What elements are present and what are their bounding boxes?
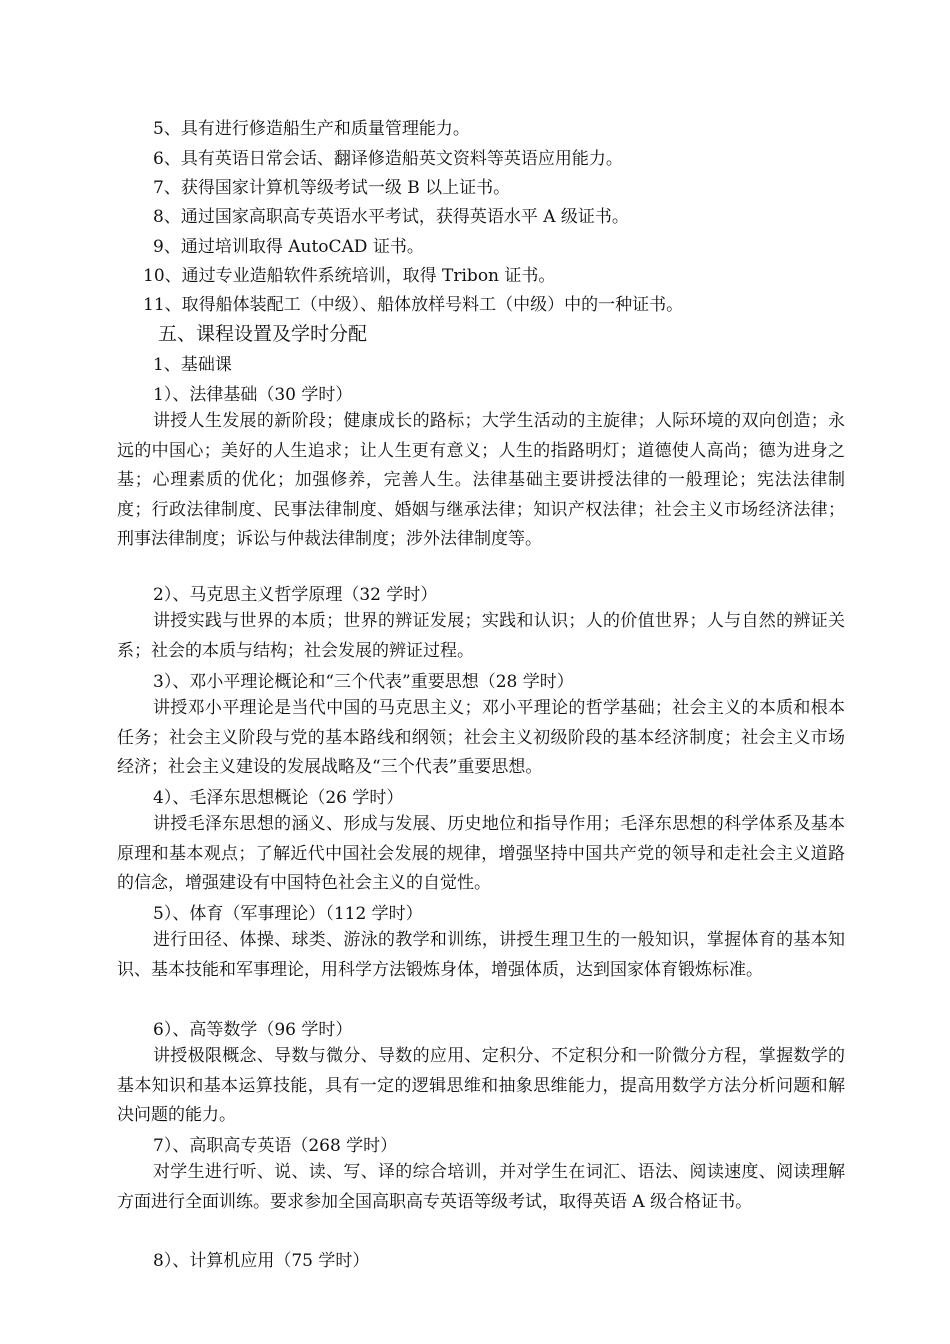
course-desc-math: 讲授极限概念、导数与微分、导数的应用、定积分、不定积分和一阶微分方程，掌握数学的基本知识和基本运算技能，具有一定的逻辑思维和抽象思维能力，提高用数学方法分析问题和解决问题的能力。 [117, 1046, 845, 1125]
course-desc-deng-theory: 讲授邓小平理论是当代中国的马克思主义；邓小平理论的哲学基础；社会主义的本质和根本任务；社会主义阶段与党的基本路线和纲领；社会主义初级阶段的基本经济制度；社会主义市场经济；社会主义建设的发展战略及“三个代表”重要思想。 [117, 698, 845, 777]
course-title-mao-thought: 4）、毛泽东思想概论（26 学时） [153, 788, 404, 808]
course-desc-mao-thought: 讲授毛泽东思想的涵义、形成与发展、历史地位和指导作用；毛泽东思想的科学体系及基本原理和基本观点；了解近代中国社会发展的规律，增强坚持中国共产党的领导和走社会主义道路的信念，增强建设有中国特色社会主义的自觉性。 [117, 814, 845, 893]
course-desc-pe: 进行田径、体操、球类、游泳的教学和训练，讲授生理卫生的一般知识，掌握体育的基本知识、基本技能和军事理论，用科学方法锻炼身体，增强体质，达到国家体育锻炼标准。 [117, 930, 845, 980]
ability-item-5: 5、具有进行修造船生产和质量管理能力。 [153, 119, 470, 139]
subsection-heading: 1、基础课 [153, 355, 232, 375]
ability-item-9: 9、通过培训取得 AutoCAD 证书。 [153, 237, 424, 257]
ability-item-11: 11、取得船体装配工（中级）、船体放样号料工（中级）中的一种证书。 [143, 295, 684, 315]
course-desc-law: 讲授人生发展的新阶段；健康成长的路标；大学生活动的主旋律；人际环境的双向创造；永远的中国心；美好的人生追求；让人生更有意义；人生的指路明灯；道德使人高尚；德为进身之基；心理素质的优化；加强修养，完善人生。法律基础主要讲授法律的一般理论；宪法法律制度；行政法律制度、民事法律制度、婚姻与继承法律；知识产权法律；社会主义市场经济法律；刑事法律制度；诉讼与仲裁法律制度；涉外法律制度等。 [117, 411, 845, 549]
course-title-law: 1）、法律基础（30 学时） [153, 385, 353, 405]
course-title-english: 7）、高职高专英语（268 学时） [153, 1136, 398, 1156]
ability-item-8: 8、通过国家高职高专英语水平考试，获得英语水平 A 级证书。 [153, 207, 629, 227]
course-desc-english: 对学生进行听、说、读、写、译的综合培训，并对学生在词汇、语法、阅读速度、阅读理解方面进行全面训练。要求参加全国高职高专英语等级考试，取得英语 A 级合格证书。 [117, 1162, 845, 1212]
section-heading: 五、课程设置及学时分配 [158, 323, 368, 345]
course-title-math: 6）、高等数学（96 学时） [153, 1020, 353, 1040]
ability-item-6: 6、具有英语日常会话、翻译修造船英文资料等英语应用能力。 [153, 149, 623, 169]
ability-item-10: 10、通过专业造船软件系统培训，取得 Tribon 证书。 [143, 266, 556, 286]
course-title-pe: 5）、体育（军事理论）（112 学时） [153, 904, 423, 924]
course-title-philosophy: 2）、马克思主义哲学原理（32 学时） [153, 585, 438, 605]
course-title-computer: 8）、计算机应用（75 学时） [153, 1251, 370, 1271]
course-desc-philosophy: 讲授实践与世界的本质；世界的辨证发展；实践和认识；人的价值世界；人与自然的辨证关系；社会的本质与结构；社会发展的辨证过程。 [117, 611, 845, 661]
course-title-deng-theory: 3）、邓小平理论概论和“三个代表”重要思想（28 学时） [153, 672, 574, 692]
ability-item-7: 7、获得国家计算机等级考试一级 B 以上证书。 [153, 178, 511, 198]
